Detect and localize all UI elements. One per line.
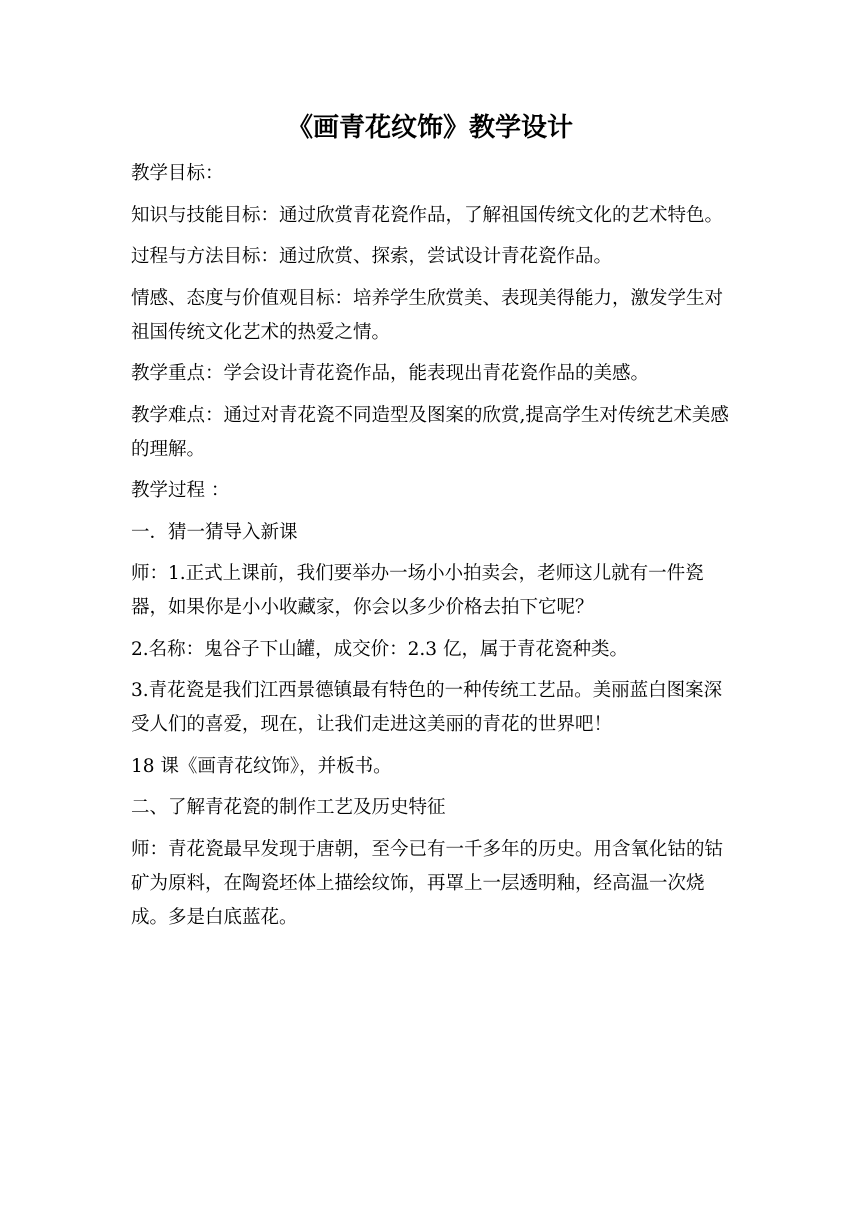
paragraph-lesson-18: 18 课《画青花纹饰》，并板书。 [131, 755, 392, 777]
paragraph-key-point: 教学重点：学会设计青花瓷作品，能表现出青花瓷作品的美感。 [131, 363, 650, 384]
paragraph-jar-name: 2.名称：鬼谷子下山罐，成交价：2.3 亿，属于青花瓷种类。 [131, 638, 628, 660]
paragraph-teaching-goals-heading: 教学目标： [131, 163, 224, 184]
paragraph-jingdezhen: 3.青花瓷是我们江西景德镇最有特色的一种传统工艺品。美丽蓝白图案深受人们的喜爱，现在，让我们走进这美丽的青花的世界吧！ [131, 680, 723, 735]
document-body [131, 157, 735, 942]
paragraph-teacher-history: 师：青花瓷最早发现于唐朝，至今已有一千多年的历史。用含氧化钴的钴矿为原料，在陶瓷坯体上描绘纹饰，再罩上一层透明釉，经高温一次烧成。多是白底蓝花。 [131, 838, 724, 928]
document-title: 《画青花纹饰》教学设计 [286, 113, 573, 143]
paragraph-teacher-auction: 师：1.正式上课前，我们要举办一场小小拍卖会，老师这儿就有一件瓷器，如果你是小小收藏家，你会以多少价格去拍下它呢？ [131, 563, 704, 618]
paragraph-emotion-goal: 情感、态度与价值观目标：培养学生欣赏美、表现美得能力，激发学生对祖国传统文化艺术的热爱之情。 [131, 287, 724, 343]
paragraph-process-goal: 过程与方法目标：通过欣赏、探索，尝试设计青花瓷作品。 [131, 246, 613, 267]
paragraph-difficult-point: 教学难点：通过对青花瓷不同造型及图案的欣赏,提高学生对传统艺术美感的理解。 [131, 404, 729, 460]
paragraph-section-one-heading: 一．猜一猜导入新课 [131, 521, 298, 543]
paragraph-section-two-heading: 二、了解青花瓷的制作工艺及历史特征 [131, 797, 446, 818]
paragraph-process-heading: 教学过程 ： [131, 480, 230, 501]
paragraph-knowledge-goal: 知识与技能目标：通过欣赏青花瓷作品，了解祖国传统文化的艺术特色。 [131, 204, 724, 226]
